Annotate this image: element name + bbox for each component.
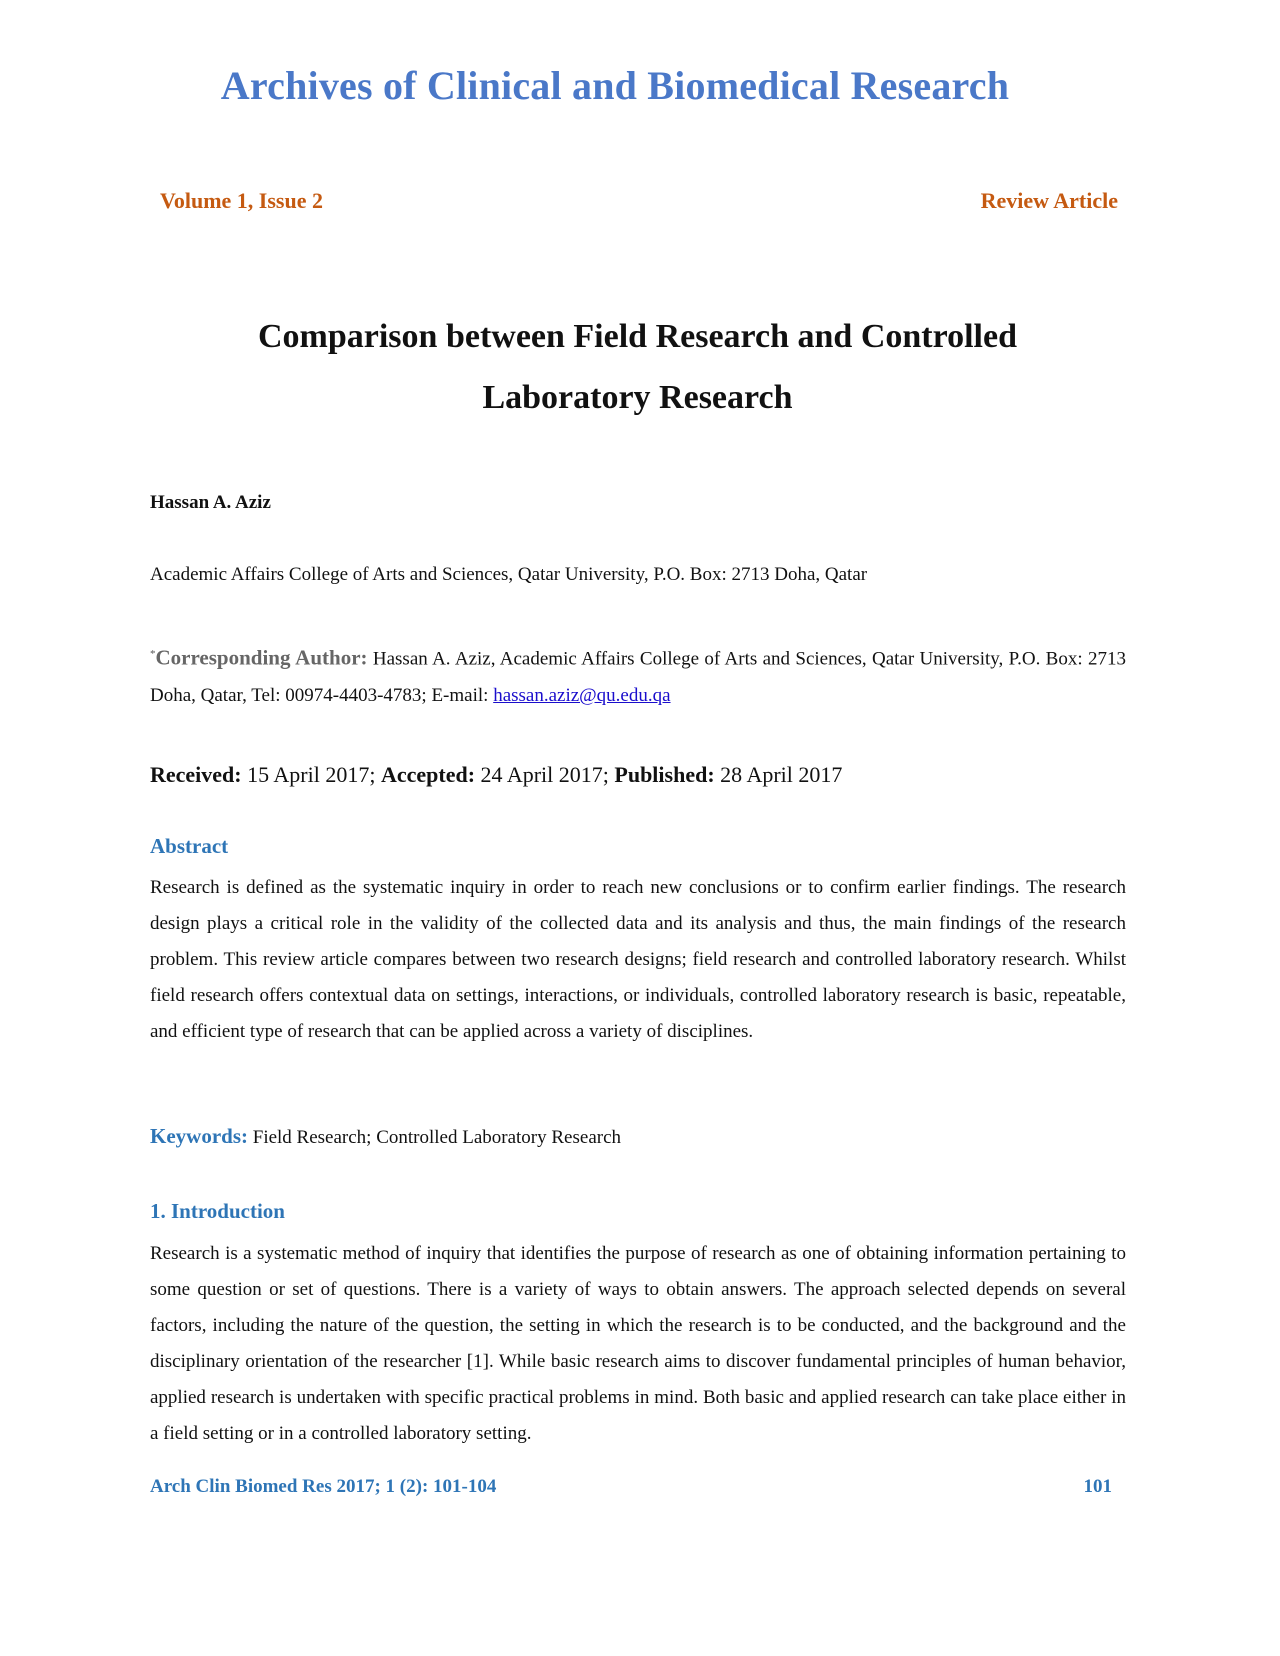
paper-title-line-1: Comparison between Field Research and Controlled xyxy=(257,318,1017,355)
journal-title: Archives of Clinical and Biomedical Research xyxy=(220,63,1010,108)
article-type: Review Article xyxy=(980,188,1118,213)
published-label: Published: xyxy=(614,762,715,787)
footer-page-number: 101 xyxy=(1083,1476,1112,1497)
received-date: 15 April 2017; xyxy=(241,762,381,787)
keywords xyxy=(150,1124,621,1149)
keywords-label: Keywords: xyxy=(150,1124,248,1148)
published-date: 28 April 2017 xyxy=(714,762,843,787)
corresponding-star: * xyxy=(150,648,156,660)
received-label: Received: xyxy=(150,762,242,787)
corresponding-author xyxy=(150,636,1126,714)
accepted-label: Accepted: xyxy=(380,762,476,787)
keywords-text: Field Research; Controlled Laboratory Research xyxy=(248,1127,622,1148)
paper-title xyxy=(150,306,1125,428)
corresponding-label: Corresponding Author: xyxy=(155,645,368,670)
abstract-heading: Abstract xyxy=(150,834,229,858)
corresponding-text: Hassan A. Aziz, Academic Affairs College of Arts and Sciences, Qatar University, P.O. Box: 2713 Doha, Qatar, Tel: 00974-4403-4783; E-mail: xyxy=(150,648,1126,707)
footer-citation: Arch Clin Biomed Res 2017; 1 (2): 101-104 xyxy=(150,1476,497,1497)
author-name: Hassan A. Aziz xyxy=(150,492,271,513)
volume-issue: Volume 1, Issue 2 xyxy=(160,188,323,213)
paper-title-line-2: Laboratory Research xyxy=(482,379,793,416)
introduction-heading: 1. Introduction xyxy=(150,1199,285,1223)
publication-dates xyxy=(150,762,842,788)
abstract-text: Research is defined as the systematic inquiry in order to reach new conclusions or to confirm earlier findings. The research design plays a critical role in the validity of the collected data and its analysis and thus, the main findings of the research problem. This review article compares between two research designs; field research and controlled laboratory research. Whilst field research offers contextual data on settings, interactions, or individuals, controlled laboratory research is basic, repeatable, and efficient type of research that can be applied across a variety of disciplines. xyxy=(150,877,1126,1042)
introduction-text: Research is a systematic method of inquiry that identifies the purpose of research as one of obtaining information pertaining to some question or set of questions. There is a variety of ways to obtain answers. The approach selected depends on several factors, including the nature of the question, the setting in which the research is to be conducted, and the background and the disciplinary orientation of the researcher [1]. While basic research aims to discover fundamental principles of human behavior, applied research is undertaken with specific practical problems in mind. Both basic and applied research can take place either in a field setting or in a controlled laboratory setting. xyxy=(150,1243,1126,1444)
author-affiliation: Academic Affairs College of Arts and Sciences, Qatar University, P.O. Box: 2713 Doha, Qatar xyxy=(150,564,868,585)
accepted-date: 24 April 2017; xyxy=(475,762,615,787)
email-link[interactable]: hassan.aziz@qu.edu.qa xyxy=(493,685,671,707)
